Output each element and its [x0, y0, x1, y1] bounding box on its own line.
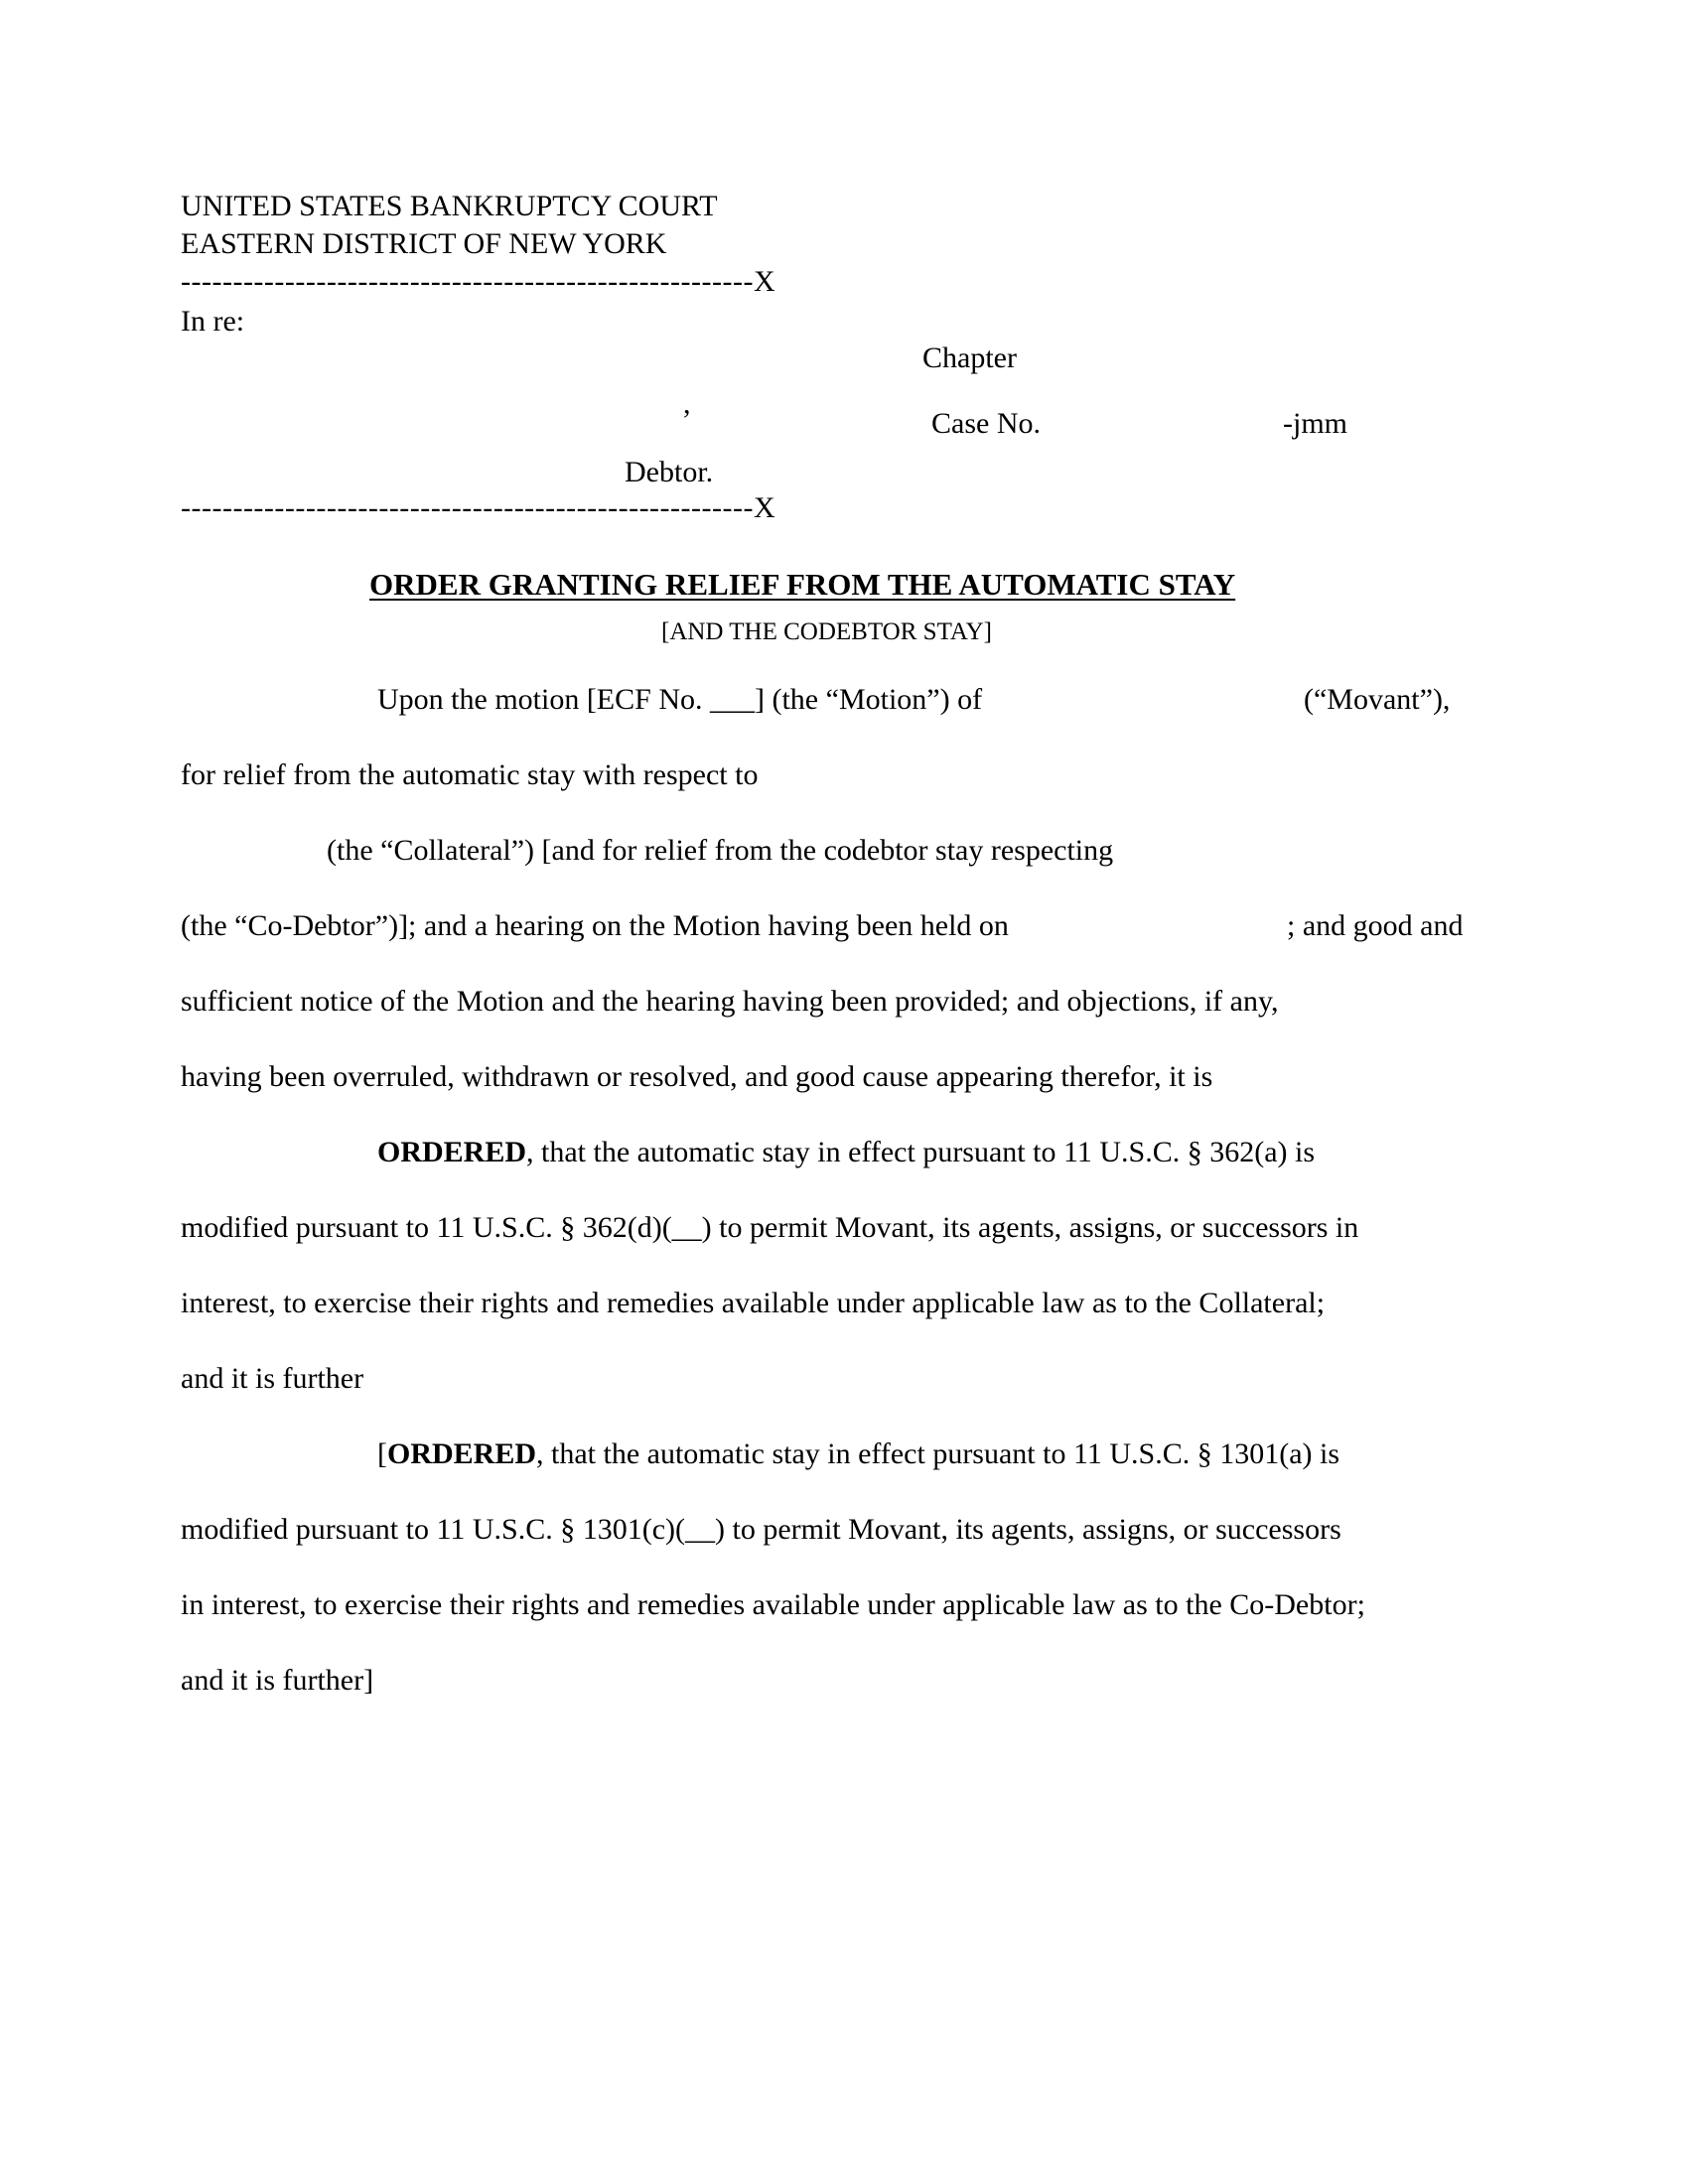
p2-ordered: ORDERED — [377, 1136, 527, 1168]
p1-line-4b: ; and good and — [1287, 909, 1464, 942]
court-name: UNITED STATES BANKRUPTCY COURT — [181, 190, 718, 222]
p1-line-1b: (“Movant”), — [1304, 683, 1451, 716]
p3-ordered: ORDERED — [387, 1437, 537, 1470]
caption-divider-top: -------------------------------------------------------X — [181, 265, 776, 298]
order-title: ORDER GRANTING RELIEF FROM THE AUTOMATIC STAY — [369, 567, 1236, 602]
p1-line-6: having been overruled, withdrawn or resolved, and good cause appearing therefor, it is — [181, 1060, 1213, 1093]
p1-line-1a: Upon the motion [ECF No. ___] (the “Motion”) of — [377, 683, 983, 716]
order-subtitle: [AND THE CODEBTOR STAY] — [661, 618, 992, 645]
p3-line-4: and it is further] — [181, 1664, 374, 1697]
p3-open-bracket: [ — [377, 1437, 387, 1470]
p3-line-1 — [377, 1439, 1339, 1469]
debtor-label: Debtor. — [625, 456, 714, 488]
in-re-label: In re: — [181, 305, 245, 338]
p1-line-5: sufficient notice of the Motion and the hearing having been provided; and objections, if any, — [181, 985, 1279, 1018]
p3-line-1-text: , that the automatic stay in effect pursuant to 11 U.S.C. § 1301(a) is — [536, 1437, 1340, 1470]
p2-line-1 — [377, 1138, 1315, 1167]
case-suffix: -jmm — [1283, 407, 1347, 440]
p1-line-2: for relief from the automatic stay with respect to — [181, 758, 759, 791]
district-name: EASTERN DISTRICT OF NEW YORK — [181, 227, 667, 260]
p1-line-4a: (the “Co-Debtor”)]; and a hearing on the Motion having been held on — [181, 909, 1009, 942]
p2-line-2: modified pursuant to 11 U.S.C. § 362(d)(__) to permit Movant, its agents, assigns, or successors in — [181, 1211, 1359, 1244]
p3-line-3: in interest, to exercise their rights and remedies available under applicable law as to the Co-Debtor; — [181, 1588, 1365, 1621]
p2-line-1-text: , that the automatic stay in effect pursuant to 11 U.S.C. § 362(a) is — [526, 1136, 1316, 1168]
p1-line-3: (the “Collateral”) [and for relief from the codebtor stay respecting — [327, 834, 1114, 867]
p3-line-2: modified pursuant to 11 U.S.C. § 1301(c)(__) to permit Movant, its agents, assigns, or successors — [181, 1513, 1341, 1546]
caption-comma: , — [683, 387, 691, 420]
chapter-label: Chapter — [922, 341, 1017, 374]
caption-divider-bottom: -------------------------------------------------------X — [181, 491, 776, 524]
p2-line-4: and it is further — [181, 1362, 364, 1395]
p2-line-3: interest, to exercise their rights and remedies available under applicable law as to the Collateral; — [181, 1287, 1326, 1319]
case-no-label: Case No. — [931, 407, 1041, 440]
